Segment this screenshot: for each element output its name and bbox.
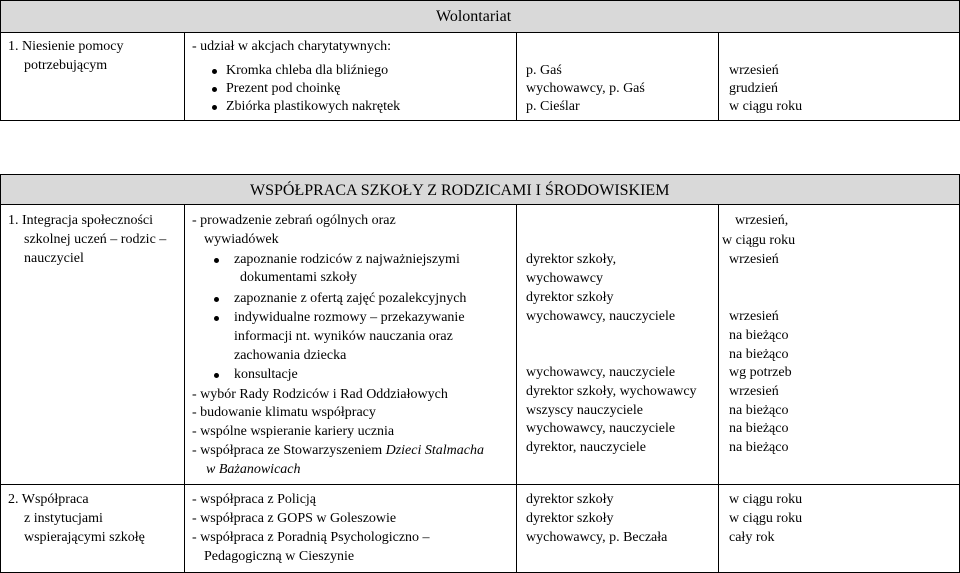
task-item: zapoznanie z ofertą zajęć pozalekcyjnych	[234, 291, 467, 306]
responsible: dyrektor szkoły	[526, 511, 614, 526]
deadline: grudzień	[729, 81, 778, 96]
task-item: zapoznanie rodziców z najważniejszymi	[234, 252, 460, 267]
section1-title: Wolontariat	[436, 8, 512, 25]
area-label: szkolnej uczeń – rodzic –	[24, 232, 167, 247]
task-text: - prowadzenie zebrań ogólnych oraz	[192, 213, 396, 228]
responsible: dyrektor szkoły	[526, 290, 614, 305]
rule	[516, 204, 517, 573]
deadline: wrzesień	[729, 252, 779, 267]
task-item: konsultacje	[234, 367, 298, 382]
task-text: - współpraca z Poradnią Psychologiczno –	[192, 530, 430, 545]
responsible: dyrektor szkoły, wychowawcy	[526, 384, 697, 399]
task-item: Kromka chleba dla bliźniego	[226, 63, 389, 78]
deadline: w ciągu roku	[729, 99, 803, 114]
bullet-icon	[212, 87, 217, 92]
rule	[0, 484, 960, 485]
rule	[0, 0, 1, 120]
rule	[0, 174, 960, 175]
bullet-icon	[214, 258, 219, 263]
area-label: 2. Współpraca	[8, 492, 89, 507]
bullet-icon	[214, 316, 219, 321]
task-text: w Bażanowicach	[206, 462, 301, 477]
deadline: w ciągu roku	[729, 492, 803, 507]
bullet-icon	[214, 297, 219, 302]
bullet-icon	[212, 69, 217, 74]
deadline: na bieżąco	[729, 347, 789, 362]
task-text: - wybór Rady Rodziców i Rad Oddziałowych	[192, 387, 448, 402]
rule	[516, 32, 517, 120]
deadline: w ciągu roku	[729, 511, 803, 526]
rule	[0, 174, 1, 573]
rule	[718, 204, 719, 573]
responsible: dyrektor szkoły,	[526, 252, 617, 267]
responsible: wychowawcy, p. Beczała	[526, 530, 668, 545]
responsible: p. Gaś	[526, 63, 562, 78]
responsible: wychowawcy, nauczyciele	[526, 421, 676, 436]
rule	[0, 204, 960, 205]
task-text: Pedagogiczną w Cieszynie	[204, 549, 355, 564]
area-label: nauczyciel	[24, 251, 84, 266]
responsible: wszyscy nauczyciele	[526, 403, 643, 418]
task-item: dokumentami szkoły	[240, 270, 358, 285]
task-text-part: - współpraca ze Stowarzyszeniem	[192, 443, 386, 458]
rule	[0, 120, 960, 121]
task-item: indywidualne rozmowy – przekazywanie	[234, 310, 465, 325]
task-intro: - udział w akcjach charytatywnych:	[192, 39, 392, 54]
responsible: wychowawcy, nauczyciele	[526, 365, 676, 380]
deadline: wg potrzeb	[729, 365, 792, 380]
deadline: na bieżąco	[729, 421, 789, 436]
responsible: wychowawcy, p. Gaś	[526, 81, 645, 96]
task-text: wywiadówek	[204, 232, 279, 247]
bullet-icon	[214, 373, 219, 378]
deadline: na bieżąco	[729, 328, 789, 343]
deadline: na bieżąco	[729, 403, 789, 418]
task-text: - współpraca z GOPS w Goleszowie	[192, 511, 397, 526]
rule	[184, 32, 185, 120]
deadline: wrzesień	[729, 384, 779, 399]
section2-title: WSPÓŁPRACA SZKOŁY Z RODZICAMI I ŚRODOWISKIEM	[250, 182, 670, 199]
task-text: - współpraca z Policją	[192, 492, 317, 507]
rule	[0, 0, 960, 1]
responsible: p. Cieślar	[526, 99, 580, 114]
area-label: 1. Integracja społeczności	[8, 213, 153, 228]
deadline: w ciągu roku	[722, 233, 796, 248]
deadline: cały rok	[729, 530, 775, 545]
task-item: zachowania dziecka	[234, 348, 347, 363]
deadline: wrzesień	[729, 63, 779, 78]
task-item: informacji nt. wyników nauczania oraz	[234, 329, 453, 344]
area-label: potrzebującym	[24, 58, 108, 73]
responsible: dyrektor, nauczyciele	[526, 440, 646, 455]
area-label: z instytucjami	[24, 511, 103, 526]
rule	[0, 32, 960, 33]
task-text: - wspólne wspieranie kariery ucznia	[192, 424, 395, 439]
deadline: na bieżąco	[729, 440, 789, 455]
task-item: Prezent pod choinkę	[226, 81, 341, 96]
responsible: wychowawcy	[526, 271, 603, 286]
bullet-icon	[212, 105, 217, 110]
organization-name: Dzieci Stalmacha	[385, 443, 484, 458]
deadline: wrzesień,	[735, 213, 789, 228]
deadline: wrzesień	[729, 309, 779, 324]
rule	[718, 32, 719, 120]
responsible: wychowawcy, nauczyciele	[526, 309, 676, 324]
responsible: dyrektor szkoły	[526, 492, 614, 507]
area-label: wspierającymi szkołę	[24, 530, 145, 545]
task-item: Zbiórka plastikowych nakrętek	[226, 99, 401, 114]
task-text	[192, 442, 484, 460]
task-text: - budowanie klimatu współpracy	[192, 405, 376, 420]
rule	[184, 204, 185, 573]
area-label: 1. Niesienie pomocy	[8, 39, 124, 54]
